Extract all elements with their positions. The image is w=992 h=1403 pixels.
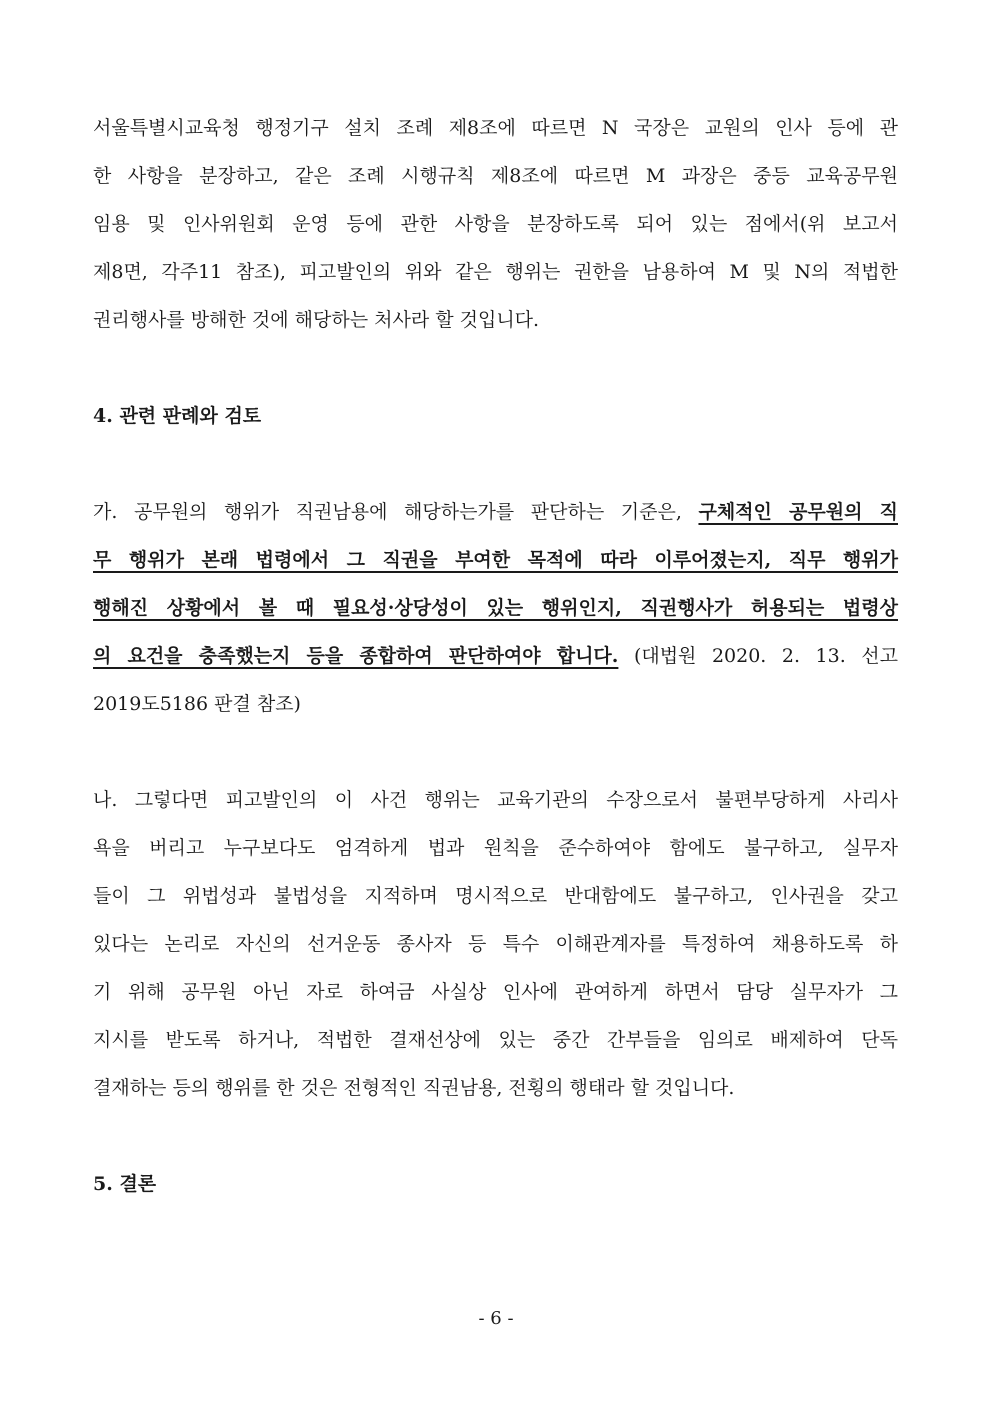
text-line: 들이 그 위법성과 불법성을 지적하며 명시적으로 반대함에도 불구하고, 인사권을 갖고 — [93, 885, 898, 907]
section-heading-4: 4. 관련 판례와 검토 — [93, 405, 262, 427]
emphasized-text: 의 요건을 충족했는지 등을 종합하여 판단하여야 합니다. — [93, 645, 619, 667]
text-line: 있다는 논리로 자신의 선거운동 종사자 등 특수 이해관계자를 특정하여 채용하도록 하 — [93, 933, 898, 955]
text-line: 2019도5186 판결 참조) — [93, 693, 301, 715]
paragraph-intro — [93, 104, 898, 344]
paragraph-na — [93, 776, 898, 1112]
text-plain: 가. 공무원의 행위가 직권남용에 해당하는가를 판단하는 기준은, — [93, 501, 699, 523]
text-line: 지시를 받도록 하거나, 적법한 결재선상에 있는 중간 간부들을 임의로 배제하여 단독 — [93, 1029, 898, 1051]
text-line — [93, 536, 898, 584]
emphasized-text: 무 행위가 본래 법령에서 그 직권을 부여한 목적에 따라 이루어졌는지, 직무 행위가 — [93, 549, 898, 571]
text-line: 권리행사를 방해한 것에 해당하는 처사라 할 것입니다. — [93, 309, 540, 331]
emphasized-text: 구체적인 공무원의 직 — [698, 501, 898, 523]
document-body — [93, 104, 898, 1208]
text-line: 한 사항을 분장하고, 같은 조례 시행규칙 제8조에 따르면 M 과장은 중등 교육공무원 — [93, 165, 898, 187]
text-line: 서울특별시교육청 행정기구 설치 조례 제8조에 따르면 N 국장은 교원의 인사 등에 관 — [93, 117, 898, 139]
text-line — [93, 632, 898, 680]
text-line: 제8면, 각주11 참조), 피고발인의 위와 같은 행위는 권한을 남용하여 M 및 N의 적법한 — [93, 261, 898, 283]
text-line: 욕을 버리고 누구보다도 엄격하게 법과 원칙을 준수하여야 함에도 불구하고, 실무자 — [93, 837, 898, 859]
text-line: 결재하는 등의 행위를 한 것은 전형적인 직권남용, 전횡의 행태라 할 것입니다. — [93, 1077, 735, 1099]
page-number: - 6 - — [478, 1308, 514, 1329]
text-line: 기 위해 공무원 아닌 자로 하여금 사실상 인사에 관여하게 하면서 담당 실무자가 그 — [93, 981, 898, 1003]
paragraph-ga — [93, 488, 898, 728]
text-line — [93, 584, 898, 632]
section-heading-5: 5. 결론 — [93, 1173, 157, 1195]
emphasized-text: 행해진 상황에서 볼 때 필요성·상당성이 있는 행위인지, 직권행사가 허용되는 법령상 — [93, 597, 898, 619]
text-line: 임용 및 인사위원회 운영 등에 관한 사항을 분장하도록 되어 있는 점에서(위 보고서 — [93, 213, 898, 235]
citation-text: (대법원 2020. 2. 13. 선고 — [618, 645, 898, 667]
text-line: 나. 그렇다면 피고발인의 이 사건 행위는 교육기관의 수장으로서 불편부당하게 사리사 — [93, 789, 898, 811]
text-line — [93, 488, 898, 536]
